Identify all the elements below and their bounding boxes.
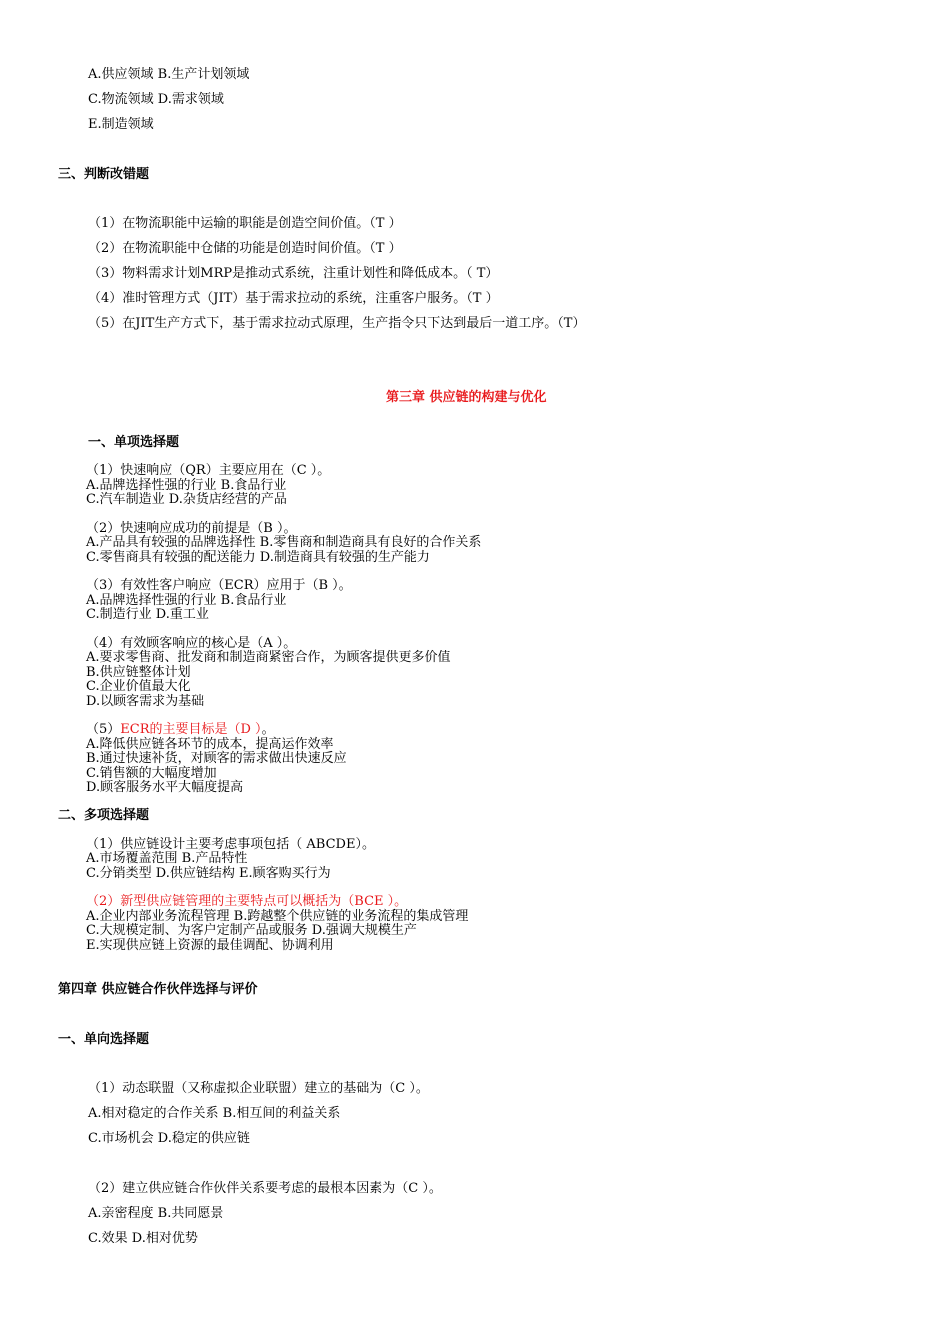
section-heading: 二、多项选择题 <box>58 808 150 823</box>
chapter-title: 第三章 供应链的构建与优化 <box>386 390 547 405</box>
option-line: B.通过快速补货，对顾客的需求做出快速反应 <box>86 751 347 766</box>
question-line: （3）物料需求计划MRP是推动式系统，注重计划性和降低成本。（ T） <box>88 266 499 281</box>
option-line: A.品牌选择性强的行业 B.食品行业 <box>86 478 287 493</box>
option-line: C.汽车制造业 D.杂货店经营的产品 <box>86 492 287 507</box>
option-line: A.要求零售商、批发商和制造商紧密合作，为顾客提供更多价值 <box>86 650 451 665</box>
question-line: （2）建立供应链合作伙伴关系要考虑的最根本因素为（C ）。 <box>88 1181 442 1196</box>
option-line: A.供应领域 B.生产计划领域 <box>88 67 250 82</box>
option-line: C.销售额的大幅度增加 <box>86 766 217 781</box>
option-line: A.亲密程度 B.共同愿景 <box>88 1206 224 1221</box>
option-line: A.相对稳定的合作关系 B.相互间的利益关系 <box>88 1106 341 1121</box>
highlighted-question-text: ECR的主要目标是（D ） <box>120 722 262 737</box>
option-line: C.分销类型 D.供应链结构 E.顾客购买行为 <box>86 866 331 881</box>
question-number: （5） <box>86 722 121 737</box>
section-heading: 三、判断改错题 <box>58 167 150 182</box>
option-line: C.市场机会 D.稳定的供应链 <box>88 1131 250 1146</box>
chapter-title: 第四章 供应链合作伙伴选择与评价 <box>58 982 258 997</box>
option-line: A.市场覆盖范围 B.产品特性 <box>86 851 248 866</box>
option-line: D.以顾客需求为基础 <box>86 694 205 709</box>
option-line: C.企业价值最大化 <box>86 679 191 694</box>
question-line: （2）快速响应成功的前提是（B ）。 <box>86 521 297 536</box>
option-line: C.零售商具有较强的配送能力 D.制造商具有较强的生产能力 <box>86 550 430 565</box>
question-line: （4）准时管理方式（JIT）基于需求拉动的系统，注重客户服务。（T ） <box>88 291 499 306</box>
option-line: A.品牌选择性强的行业 B.食品行业 <box>86 593 287 608</box>
section-heading: 一、单向选择题 <box>58 1032 150 1047</box>
option-line: D.顾客服务水平大幅度提高 <box>86 780 244 795</box>
question-line: （5）在JIT生产方式下，基于需求拉动式原理，生产指令只下达到最后一道工序。（T） <box>88 316 586 331</box>
option-line: C.物流领域 D.需求领域 <box>88 92 224 107</box>
question-line: （4）有效顾客响应的核心是（A ）。 <box>86 636 297 651</box>
question-line: （1）供应链设计主要考虑事项包括（ ABCDE）。 <box>86 837 375 852</box>
question-line: （1）动态联盟（又称虚拟企业联盟）建立的基础为（C ）。 <box>88 1081 429 1096</box>
question-line <box>86 722 275 737</box>
option-line: C.大规模定制、为客户定制产品或服务 D.强调大规模生产 <box>86 923 417 938</box>
option-line: C.制造行业 D.重工业 <box>86 607 209 622</box>
option-line: A.降低供应链各环节的成本，提高运作效率 <box>86 737 334 752</box>
section-heading: 一、单项选择题 <box>88 435 180 450</box>
question-line: （1）快速响应（QR）主要应用在（C ）。 <box>86 463 331 478</box>
option-line: C.效果 D.相对优势 <box>88 1231 198 1246</box>
option-line: A.产品具有较强的品牌选择性 B.零售商和制造商具有良好的合作关系 <box>86 535 482 550</box>
option-line: E.实现供应链上资源的最佳调配、协调利用 <box>86 938 334 953</box>
question-line: （1）在物流职能中运输的职能是创造空间价值。（T ） <box>88 216 402 231</box>
option-line: B.供应链整体计划 <box>86 665 191 680</box>
option-line: A.企业内部业务流程管理 B.跨越整个供应链的业务流程的集成管理 <box>86 909 469 924</box>
highlighted-question-line: （2）新型供应链管理的主要特点可以概括为（BCE ）。 <box>86 894 408 909</box>
question-end: 。 <box>261 722 275 737</box>
question-line: （2）在物流职能中仓储的功能是创造时间价值。（T ） <box>88 241 402 256</box>
option-line: E.制造领域 <box>88 117 154 132</box>
question-line: （3）有效性客户响应（ECR）应用于（B ）。 <box>86 578 352 593</box>
